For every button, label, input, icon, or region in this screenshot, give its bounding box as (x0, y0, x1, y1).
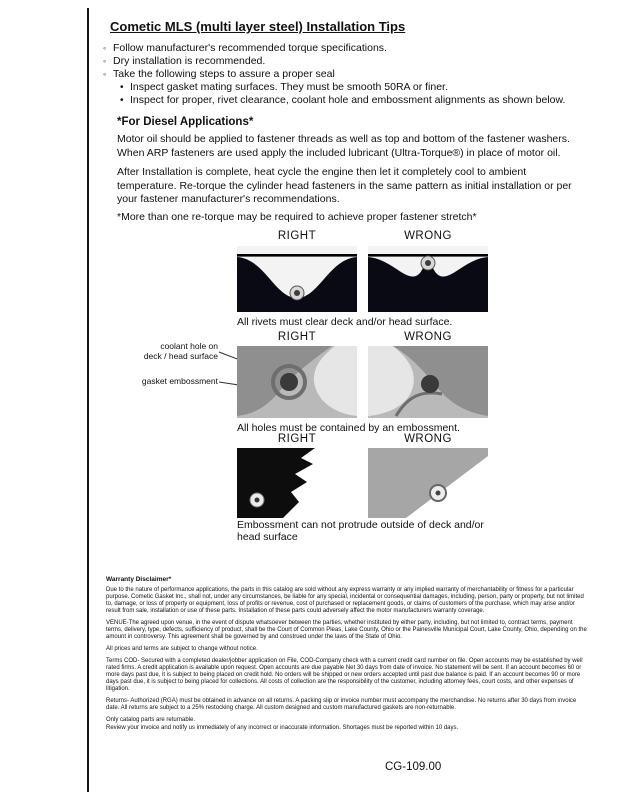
wrong-label-row3: WRONG (404, 433, 452, 445)
list-item (103, 42, 583, 55)
list-item (103, 68, 583, 81)
diesel-paragraph-1: Motor oil should be applied to fastener threads as well as top and bottom of the fastener washers. When ARP fasteners are used apply the included lubricant (Ultra-Torque®) in place of motor oil. (117, 133, 570, 159)
diesel-paragraph-2: After Installation is complete, heat cycle the engine then let it completely cool to ambient temperature. Re-torque the cylinder head fasteners in the same pattern as initial installation or per your fastener manufacturer's recommendations. (117, 166, 572, 205)
warranty-paragraph: Only catalog parts are returnable. (106, 717, 196, 723)
hole-containment-wrong-diagram (368, 346, 488, 418)
warranty-paragraph: Due to the nature of performance applications, the parts in this catalog are sold without any express warranty or any implied warranty of merchantability or fitness for a particular purpose. Cometic Gasket Inc., shall not, under any circumstances, be liable for any special, incidental or consequential damages, including, person, party or property, but not limited to, damage, or loss of property or equipment, loss of profits or revenue, cost of purchased or replacement goods, or claims of customers of the purchase, which may arise and/or result from sale, installation or use of these parts. Installation of these parts could adversely affect the motor manufacturers warranty coverage. (106, 587, 584, 614)
row3-caption: Embossment can not protrude outside of deck and/or head surface (237, 519, 484, 543)
warranty-paragraph: Terms COD- Secured with a completed dealer/jobber application on File, COD-Company check with a current credit card number on file. Open accounts may be established by well rated firms. A credit application is available upon request. Open accounts are due payable Net 30 days from date of invoice. No statement will be sent. If an account becomes 60 or more days past due, it is subject to being placed on credit hold. No orders will be shipped or new orders accepted until past due balance is paid. If an account becomes 90 or more days past due, it is subject to being placed for collections. All costs of collection are the responsibility of the customer, including attorney fees, court costs, and other expenses of litigation. (106, 658, 583, 692)
list-item (120, 94, 583, 107)
tip-text: Follow manufacturer's recommended torque specifications. (113, 42, 387, 54)
retorque-note: *More than one re-torque may be required to achieve proper fastener stretch* (117, 211, 477, 223)
bullet-icon: • (120, 82, 124, 93)
list-item (120, 81, 583, 94)
page-title: Cometic MLS (multi layer steel) Installation Tips (110, 19, 406, 34)
warranty-disclaimer-section (106, 576, 590, 733)
list-item (103, 55, 583, 68)
wrong-label-row1: WRONG (404, 230, 452, 242)
rivet-clearance-right-diagram (237, 246, 357, 312)
warranty-paragraph: Returns- Authorized (RGA) must be obtained in advance on all returns. A packing slip or invoice number must accompany the merchandise. No returns after 30 days from invoice date. All returns are subject to a 25% restocking charge. All custom designed and custom manufactured gaskets are non-returnable. (106, 698, 577, 711)
wrong-label-row2: WRONG (404, 331, 452, 343)
row1-caption: All rivets must clear deck and/or head surface. (237, 316, 453, 328)
tip-text: Dry installation is recommended. (113, 55, 266, 67)
warranty-paragraph: VENUE-The agreed upon venue, in the event of dispute whatsoever between the parties, whether instituted by either party, including, but not limited to, contract terms, payment terms, delivery, type, defects, sufficiency of product, shall be the Court of Common Pleas, Lake County, Ohio or the Painesville Municipal Court, Lake County, Ohio, depending on the amount in controversy. This agreement shall be governed by and construed under the laws of the State of Ohio. (106, 620, 587, 640)
coolant-hole-callout (104, 341, 218, 361)
protrusion-wrong-diagram (368, 448, 488, 518)
tip-text: Take the following steps to assure a proper seal (113, 68, 335, 80)
tip-text: Inspect for proper, rivet clearance, coolant hole and embossment alignments as shown below. (130, 94, 566, 106)
document-code: CG-109.00 (385, 761, 442, 773)
bullet-icon: ◦ (103, 56, 107, 66)
rivet-clearance-wrong-diagram (368, 246, 488, 312)
protrusion-right-diagram (237, 448, 357, 518)
bullet-icon: ◦ (103, 69, 107, 79)
callout-line: coolant hole on (160, 341, 218, 351)
diesel-applications-heading: *For Diesel Applications* (117, 116, 254, 128)
hole-containment-right-diagram (237, 346, 357, 418)
gasket-embossment-callout: gasket embossment (141, 376, 218, 386)
warranty-heading: Warranty Disclaimer* (106, 576, 172, 583)
installation-tips-list (103, 42, 583, 107)
page-left-rule (87, 8, 89, 792)
row2-caption: All holes must be contained by an embossment. (237, 422, 460, 434)
right-label-row3: RIGHT (277, 433, 317, 445)
callout-line: deck / head surface (143, 351, 218, 361)
bullet-icon: ◦ (103, 43, 107, 53)
warranty-paragraph: Review your invoice and notify us immediately of any incorrect or inaccurate information. Shortages must be reported within 10 days. (106, 725, 459, 731)
bullet-icon: • (120, 95, 124, 106)
warranty-paragraph: All prices and terms are subject to change without notice. (106, 646, 258, 652)
right-label-row1: RIGHT (277, 230, 317, 242)
right-label-row2: RIGHT (277, 331, 317, 343)
tip-text: Inspect gasket mating surfaces. They must be smooth 50RA or finer. (130, 81, 448, 93)
